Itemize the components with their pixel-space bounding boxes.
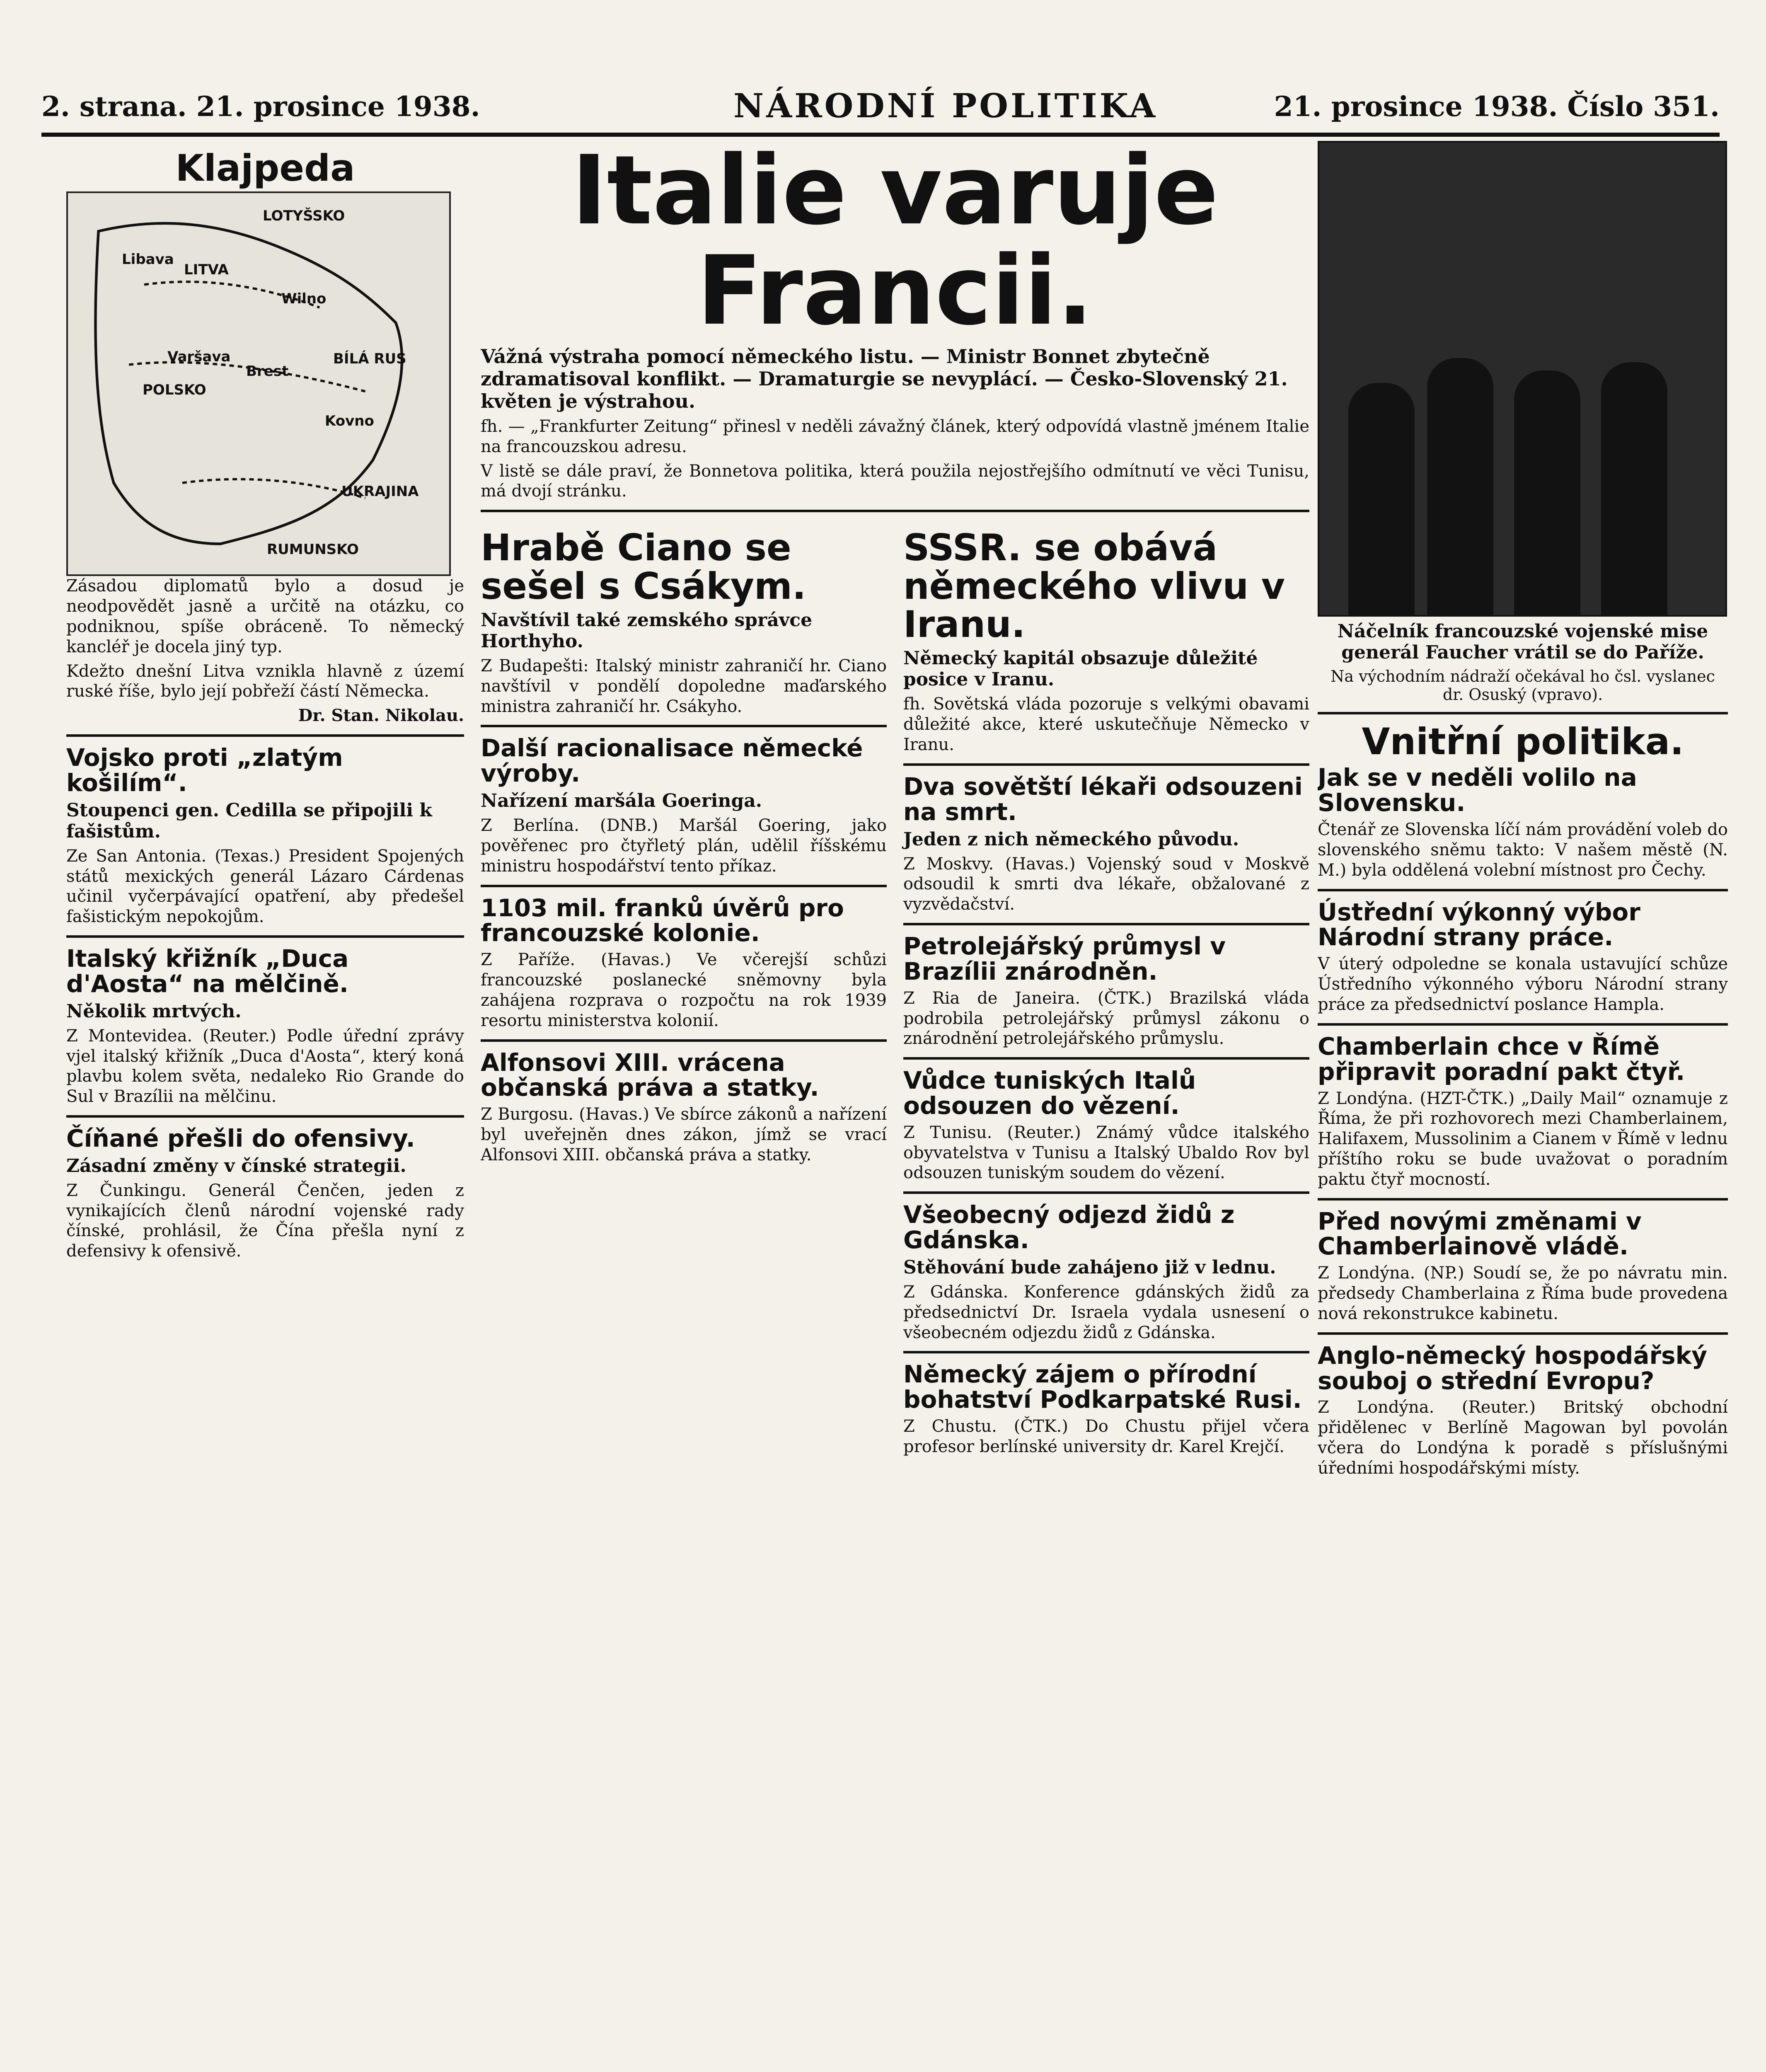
headline: Alfonsovi XIII. vrácena občanská práva a statky.: [481, 1048, 819, 1102]
article-paragraph: Kdežto dnešní Litva vznikla hlavně z území ruské říše, bylo její pobřeží částí Německa.: [66, 661, 464, 701]
headline: Další racionalisace německé výroby.: [481, 734, 863, 788]
header-right: 21. prosince 1938. Číslo 351.: [1274, 90, 1720, 123]
photo-figure: [1427, 358, 1493, 615]
headline: Vojsko proti „zlatým košilím“.: [66, 743, 343, 797]
divider: [903, 923, 1309, 925]
map-label: RUMUNSKO: [267, 541, 359, 558]
article-paragraph: Z Ria de Janeira. (ČTK.) Brazilská vláda podrobila petrolejářský průmysl zákonu o znárodnění petrolejářského průmyslu.: [903, 988, 1309, 1048]
subheadline: Několik mrtvých.: [66, 1000, 242, 1022]
map-label: UKRAJINA: [341, 483, 419, 500]
divider: [903, 1191, 1309, 1194]
article-paragraph: V listě se dále praví, že Bonnetova politika, která použila nejostřejšího odmítnutí ve věci Tunisu, má dvojí stránku.: [481, 461, 1309, 501]
subheadline: Navštívil také zemského správce Horthyho.: [481, 609, 813, 652]
divider: [903, 763, 1309, 766]
headline: Německý zájem o přírodní bohatství Podkarpatské Rusi.: [903, 1360, 1302, 1414]
headline: SSSR. se obává německého vlivu v Iranu.: [903, 526, 1285, 646]
header-title: NÁRODNÍ POLITIKA: [733, 86, 1158, 125]
divider: [1318, 1023, 1728, 1026]
divider: [1318, 889, 1728, 891]
subheadline: Zásadní změny v čínské strategii.: [66, 1155, 406, 1176]
map-label: Kovno: [325, 413, 374, 430]
subcolumn-right: [903, 520, 1309, 1461]
article-paragraph: Z Berlína. (DNB.) Maršál Goering, jako pověřenec pro čtyřletý plán, udělil říšskému ministru hospodářství tento příkaz.: [481, 816, 887, 876]
map-label: POLSKO: [143, 382, 206, 399]
divider: [66, 1115, 464, 1118]
subheadline: Německý kapitál obsazuje důležité posice v Iranu.: [903, 648, 1258, 690]
divider: [481, 510, 1309, 512]
headline: Chamberlain chce v Římě připravit poradní pakt čtyř.: [1318, 1032, 1685, 1086]
photo-figure: [1348, 383, 1415, 615]
map-label: Varšava: [167, 349, 231, 366]
headline: Italský křižník „Duca d'Aosta“ na mělčině.: [66, 944, 349, 998]
subheadline: Stěhování bude zahájeno již v lednu.: [903, 1257, 1276, 1278]
divider: [1318, 712, 1728, 714]
article-paragraph: Z Tunisu. (Reuter.) Známý vůdce italského obyvatelstva v Tunisu a Italský Ubaldo Rov byl odsouzen tuniským soudem do vězení.: [903, 1123, 1309, 1183]
photo-subcaption: Na východním nádraží očekával ho čsl. vyslanec dr. Osuský (vpravo).: [1331, 667, 1715, 704]
article-paragraph: Ze San Antonia. (Texas.) President Spojených států mexických generál Lázaro Cárdenas učinil vyčerpávající opatření, aby předešel fašistickým nepokojům.: [66, 846, 464, 927]
map-label: LITVA: [184, 261, 229, 278]
photo-caption: Náčelník francouzské vojenské mise generál Faucher vrátil se do Paříže.: [1337, 621, 1708, 663]
article-paragraph: Z Londýna. (NP.) Soudí se, že po návratu min. předsedy Chamberlaina z Říma bude provedena nová rekonstrukce kabinetu.: [1318, 1264, 1728, 1323]
divider: [481, 1039, 887, 1042]
headline: Dva sovětští lékaři odsouzeni na smrt.: [903, 772, 1303, 826]
column-left: [66, 141, 464, 2072]
article-paragraph: Z Londýna. (Reuter.) Britský obchodní přidělenec v Berlíně Magowan byl povolán včera do Londýna k poradě s příslušnými úředními hospodářskými místy.: [1318, 1398, 1728, 1478]
main-subheadline: Vážná výstraha pomocí německého listu. — Ministr Bonnet zbytečně zdramatisoval konflikt. — Dramaturgie se nevyplácí. — Česko-Slovenský 21. květen je výstrahou.: [481, 345, 1288, 412]
map-label: LOTYŠSKO: [263, 208, 345, 225]
article-paragraph: Z Burgosu. (Havas.) Ve sbírce zákonů a nařízení byl uveřejněn dnes zákon, jímž se vrací Alfonsovi XIII. občanská práva a statky.: [481, 1105, 887, 1164]
headline: Anglo-německý hospodářský souboj o střední Evropu?: [1318, 1341, 1708, 1395]
headline: Ústřední výkonný výbor Národní strany práce.: [1318, 898, 1640, 951]
photo-figure: [1601, 362, 1667, 615]
column-center: [481, 141, 1309, 2072]
divider: [481, 725, 887, 727]
map-outline: [68, 193, 449, 574]
subheadline: Stoupenci gen. Cedilla se připojili k fašistům.: [66, 799, 432, 842]
subcolumn-left: [481, 520, 887, 1461]
article-paragraph: fh. — „Frankfurter Zeitung“ přinesl v neděli závažný článek, který odpovídá vlastně jménem Italie na francouzskou adresu.: [481, 417, 1309, 456]
divider: [481, 885, 887, 887]
article-signature: Dr. Stan. Nikolau.: [298, 706, 464, 726]
headline: Petrolejářský průmysl v Brazílii znárodněn.: [903, 932, 1226, 985]
photo-figure: [1514, 370, 1580, 615]
divider: [1318, 1198, 1728, 1201]
map-label: Libava: [122, 251, 174, 268]
subheadline: Jeden z nich německého původu.: [903, 828, 1239, 850]
headline: Před novými změnami v Chamberlainově vládě.: [1318, 1207, 1642, 1261]
article-paragraph: Z Budapešti: Italský ministr zahraničí hr. Ciano navštívil v pondělí dopoledne maďarského ministra zahraničí hr. Csákyho.: [481, 656, 887, 716]
photo-generals: [1318, 141, 1727, 617]
map-klaipeda: [66, 191, 451, 576]
article-title-klaipeda: Klajpeda: [175, 147, 355, 189]
headline: Vůdce tuniských Italů odsouzen do vězení.: [903, 1066, 1196, 1120]
subheadline: Nařízení maršála Goeringa.: [481, 790, 762, 812]
article-paragraph: V úterý odpoledne se konala ustavující schůze Ústředního výkonného výboru Národní strany práce za předsednictví poslance Hampla.: [1318, 954, 1728, 1014]
two-column-block: [481, 520, 1309, 1461]
article-paragraph: Z Čunkingu. Generál Čenčen, jeden z vynikajících členů národní vojenské rady čínské, prohlásil, že Čína přešla nyní z defensivy k ofensivě.: [66, 1181, 464, 1261]
divider: [66, 935, 464, 938]
article-paragraph: Čtenář ze Slovenska líčí nám provádění voleb do slovenského sněmu takto: V našem městě (N. M.) byla oddělená volební místnost pro Čechy.: [1318, 820, 1728, 880]
map-label: Wilno: [281, 290, 327, 307]
divider: [66, 734, 464, 737]
article-paragraph: Z Gdánska. Konference gdánských židů za předsednictví Dr. Israela vydala usnesení o všeobecném odjezdu židů z Gdánska.: [903, 1283, 1309, 1342]
headline: Číňané přešli do ofensivy.: [66, 1124, 415, 1152]
header-left: 2. strana. 21. prosince 1938.: [41, 90, 480, 123]
headline: Všeobecný odjezd židů z Gdánska.: [903, 1201, 1235, 1254]
divider: [903, 1351, 1309, 1353]
headline: Jak se v neděli volilo na Slovensku.: [1318, 763, 1637, 817]
article-paragraph: Z Montevidea. (Reuter.) Podle úřední zprávy vjel italský křižník „Duca d'Aosta“, který koná plavbu kolem světa, nedaleko Rio Grande do Sul v Brazílii na mělčinu.: [66, 1026, 464, 1106]
article-paragraph: Z Londýna. (HZT-ČTK.) „Daily Mail“ oznamuje z Říma, že při rozhovorech mezi Chamberlainem, Halifaxem, Mussolinim a Cianem v Římě v lednu příštího roku se bude uvažovat o poradním paktu čtyř mocností.: [1318, 1089, 1728, 1189]
article-paragraph: Zásadou diplomatů bylo a dosud je neodpovědět jasně a určitě na otázku, co podniknou, spíše obráceně. To německý kancléř je docela jiný typ.: [66, 576, 464, 656]
article-paragraph: Z Moskvy. (Havas.) Vojenský soud v Moskvě odsoudil k smrti dva lékaře, obžalované z vyzvědačství.: [903, 854, 1309, 914]
article-paragraph: Z Paříže. (Havas.) Ve včerejší schůzi francouzské poslanecké sněmovny byla zahájena rozprava o rozpočtu na rok 1939 resortu ministerstva kolonií.: [481, 950, 887, 1030]
page-header: [41, 83, 1720, 137]
main-headline: Italie varuje Francii.: [571, 141, 1219, 346]
column-right: [1318, 141, 1728, 2072]
divider: [903, 1057, 1309, 1060]
map-label: BÍLÁ RUS: [333, 351, 406, 368]
divider: [1318, 1332, 1728, 1335]
headline: 1103 mil. franků úvěrů pro francouzské kolonie.: [481, 893, 844, 947]
headline: Hrabě Ciano se sešel s Csákym.: [481, 526, 806, 608]
article-paragraph: Z Chustu. (ČTK.) Do Chustu přijel včera profesor berlínské university dr. Karel Krejčí.: [903, 1417, 1309, 1457]
section-title-vnitrni: Vnitřní politika.: [1362, 720, 1684, 763]
map-label: Brest: [246, 363, 289, 380]
article-paragraph: fh. Sovětská vláda pozoruje s velkými obavami důležité akce, které uskutečňuje Německo v Iranu.: [903, 695, 1309, 754]
